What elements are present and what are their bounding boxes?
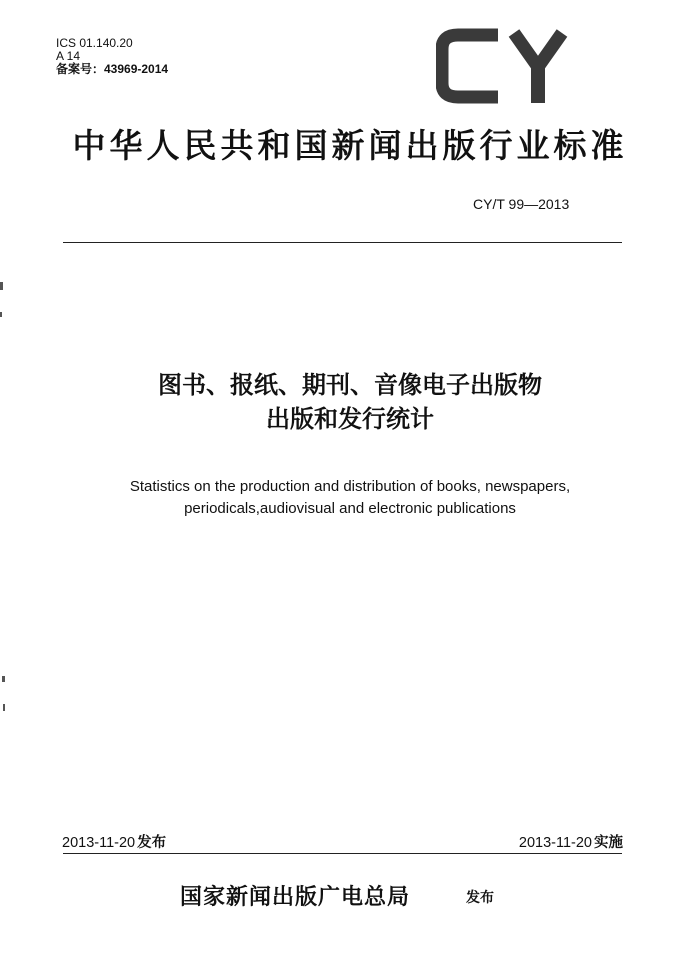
implementation-label: 实施 [594, 835, 623, 851]
bottom-divider [63, 853, 622, 854]
chinese-title [0, 368, 700, 436]
scan-speck [3, 704, 5, 711]
issuer-label: 发布 [466, 890, 494, 906]
release-date-block [62, 831, 166, 852]
standard-number: CY/T 99—2013 [473, 196, 570, 212]
release-label: 发布 [137, 835, 167, 851]
chinese-title-line-1: 图书、报纸、期刊、音像电子出版物 [158, 371, 542, 399]
ccs-code: A 14 [56, 49, 81, 63]
cy-logo [436, 27, 586, 105]
scan-speck [2, 676, 5, 682]
filing-number: 备案号：43969-2014 [56, 62, 169, 76]
issuing-authority: 国家新闻出版广电总局 [180, 884, 411, 910]
implementation-date-block [519, 831, 623, 852]
implementation-date: 2013-11-20 [518, 835, 592, 851]
scan-speck [0, 282, 3, 290]
industry-standard-title: 中华人民共和国新闻出版行业标准 [72, 126, 628, 165]
ics-code: ICS 01.140.20 [56, 36, 133, 50]
release-date: 2013-11-20 [62, 835, 136, 851]
english-title-line-1: Statistics on the production and distribution of books, newspapers, [129, 478, 571, 495]
english-title-line-2: periodicals,audiovisual and electronic publications [184, 500, 516, 517]
chinese-title-line-2: 出版和发行统计 [266, 405, 434, 433]
scan-speck [0, 312, 2, 317]
top-divider [63, 242, 622, 243]
english-title [0, 476, 700, 520]
classification-block [56, 37, 168, 76]
